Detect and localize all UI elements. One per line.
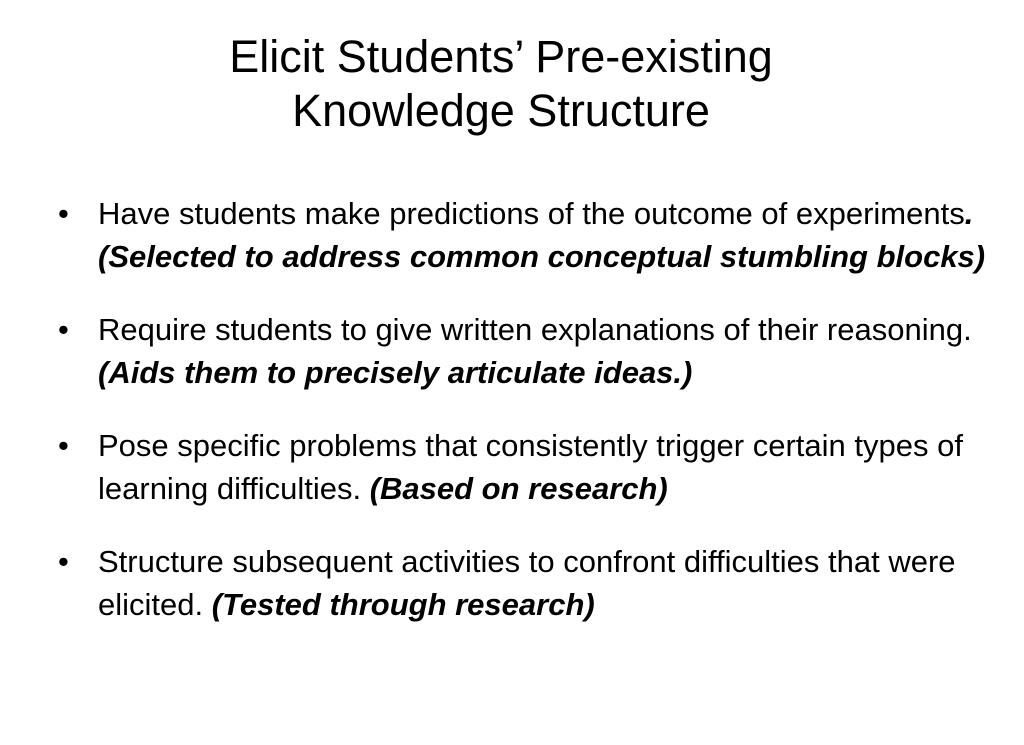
- bullet-text: Pose specific problems that consistently trigger certain types of learning difficulties.: [98, 428, 963, 506]
- bullet-icon: •: [58, 544, 69, 579]
- bullet-note: (Based on research): [369, 471, 668, 506]
- bullet-item: [58, 192, 988, 278]
- title-line-1: Elicit Students’ Pre-existing: [229, 31, 773, 82]
- bullet-icon: •: [58, 196, 69, 231]
- bullet-text: Structure subsequent activities to confront difficulties that were elicited.: [98, 544, 956, 622]
- bullet-note: (Aids them to precisely articulate ideas.): [98, 355, 693, 390]
- title-line-2: Knowledge Structure: [292, 85, 710, 136]
- bullet-text: Require students to give written explanations of their reasoning.: [98, 312, 972, 347]
- bullet-item: [58, 308, 988, 394]
- bullet-note: . (Selected to address common conceptual stumbling blocks): [98, 196, 986, 274]
- slide-title: [0, 30, 1002, 138]
- bullet-note: (Tested through research): [211, 587, 595, 622]
- bullet-item: [58, 424, 988, 510]
- bullet-item: [58, 540, 988, 626]
- bullet-icon: •: [58, 428, 69, 463]
- bullet-list: [58, 192, 988, 656]
- bullet-text: Have students make predictions of the outcome of experiments: [98, 196, 965, 231]
- bullet-icon: •: [58, 312, 69, 347]
